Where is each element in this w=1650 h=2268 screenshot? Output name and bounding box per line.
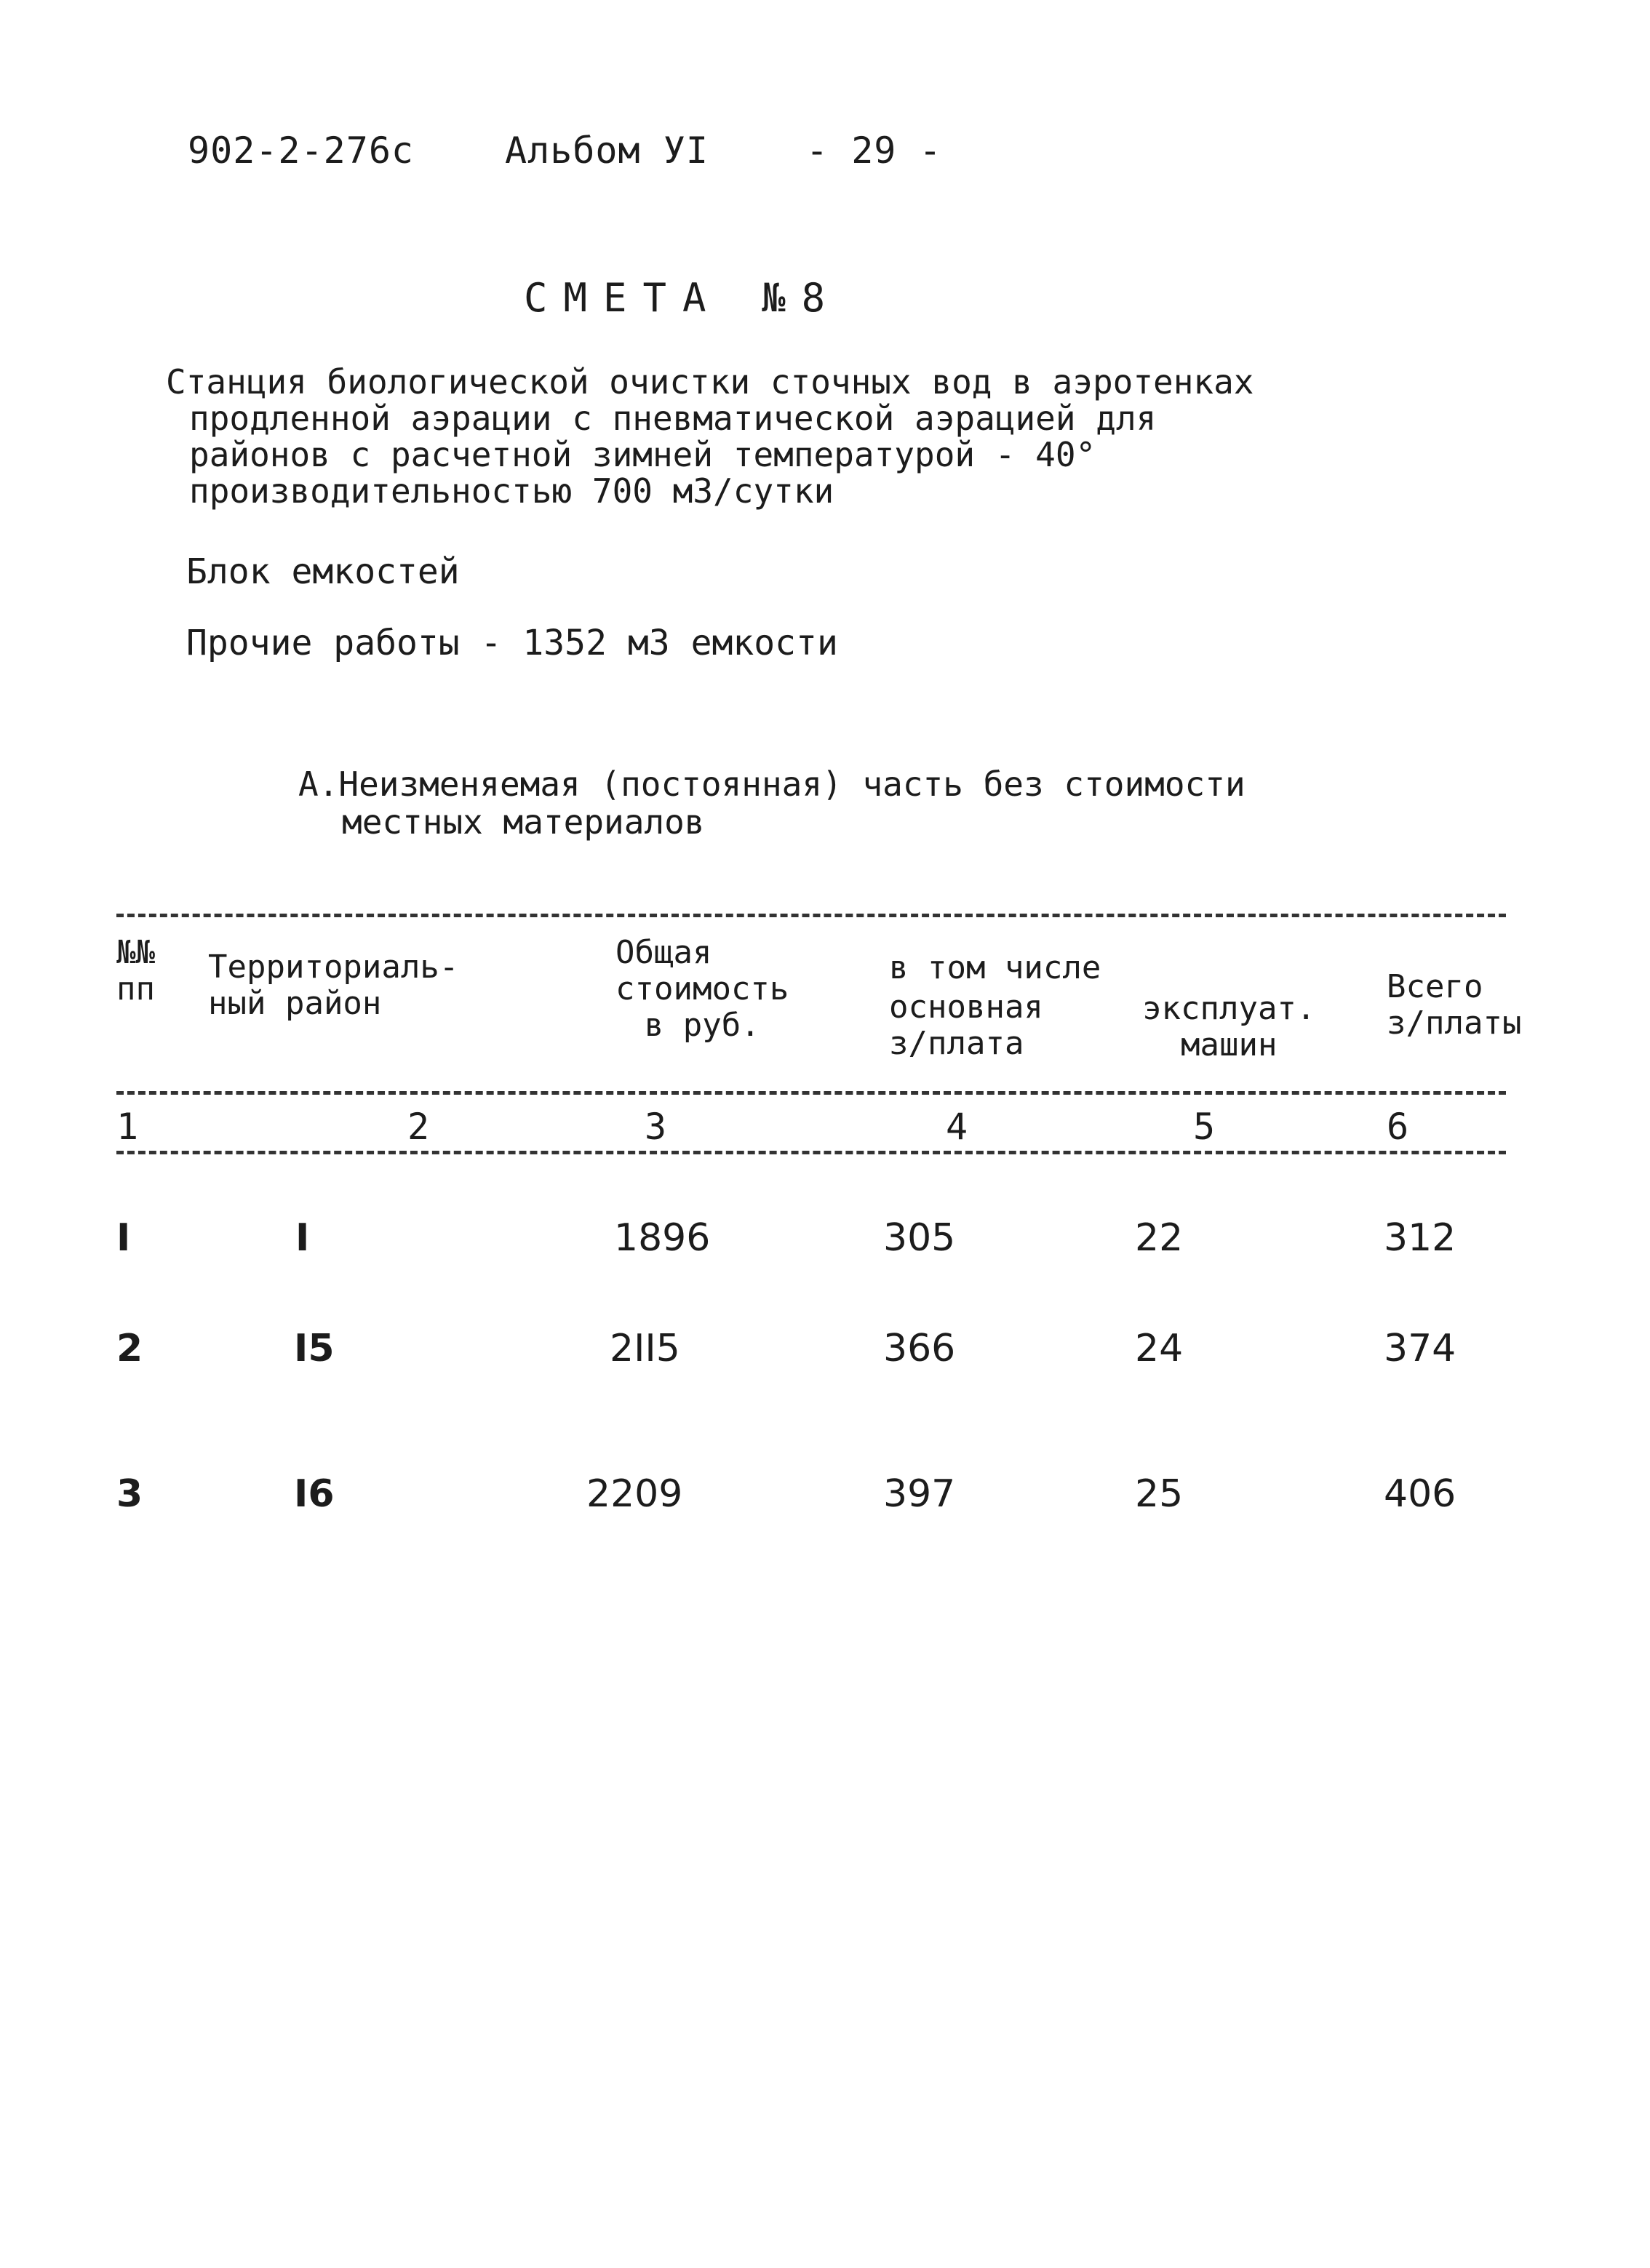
header-machines-line: эксплуат.	[1142, 990, 1316, 1027]
cell-machines: 22	[1135, 1216, 1184, 1260]
description-line: районов с расчетной зимней температурой - 40°	[189, 435, 1096, 474]
header-machines	[1142, 991, 1315, 1063]
table-top-rule	[116, 914, 1506, 917]
cell-all-pay: 374	[1384, 1327, 1456, 1370]
document-code: 902-2-276с	[188, 129, 415, 172]
cell-base-pay: 366	[883, 1327, 956, 1370]
cell-total: 2II5	[610, 1327, 680, 1370]
header-num	[116, 935, 155, 1007]
cell-region: I5	[294, 1327, 335, 1370]
section-heading	[298, 765, 1246, 841]
cell-total: 1896	[614, 1216, 711, 1260]
header-base-line: з/плата	[889, 1025, 1024, 1062]
description-line: производительностью 700 м3/сутки	[189, 471, 834, 511]
description-line: Станция биологической очистки сточных вод в аэротенках	[166, 362, 1254, 402]
estimate-title: СМЕТА №8	[524, 275, 842, 321]
header-num-line: пп	[116, 970, 155, 1007]
header-total-line: в руб.	[644, 1007, 760, 1044]
block-name: Блок емкостей	[186, 551, 460, 592]
cell-machines: 25	[1135, 1472, 1184, 1516]
page-number: - 29 -	[806, 129, 942, 172]
cell-num: 2	[116, 1327, 143, 1370]
cell-total: 2209	[586, 1472, 683, 1516]
column-numbers-rule	[116, 1151, 1506, 1154]
header-bottom-rule	[116, 1091, 1506, 1095]
header-including: в том числе	[889, 949, 1101, 986]
header-total-line: Общая	[615, 934, 712, 971]
section-line: А.Неизменяемая (постоянная) часть без стоимости	[298, 764, 1246, 804]
works-volume: Прочие работы - 1352 м3 емкости	[186, 623, 838, 663]
cell-region: I6	[294, 1472, 335, 1516]
description-line: продленной аэрации с пневматической аэрацией для	[189, 399, 1157, 438]
header-allpay-line: з/платы	[1387, 1005, 1522, 1042]
cell-num: 3	[116, 1472, 143, 1516]
column-number: 1	[116, 1106, 139, 1148]
cell-base-pay: 397	[883, 1472, 956, 1516]
column-number: 3	[645, 1106, 667, 1148]
column-number: 2	[407, 1106, 430, 1148]
album-label: Альбом УI	[505, 129, 709, 172]
header-total-line: стоимость	[615, 970, 789, 1007]
header-region-line: Территориаль-	[208, 949, 459, 986]
cell-all-pay: 406	[1384, 1472, 1456, 1516]
header-total	[615, 935, 789, 1044]
column-number: 4	[946, 1106, 968, 1148]
header-machines-line: машин	[1180, 1026, 1278, 1063]
cell-num: I	[116, 1216, 131, 1260]
column-number: 5	[1193, 1106, 1216, 1148]
cell-all-pay: 312	[1384, 1216, 1456, 1260]
header-base-pay	[889, 989, 1043, 1062]
header-region-line: ный район	[208, 985, 382, 1022]
cell-base-pay: 305	[883, 1216, 956, 1260]
header-num-line: №№	[116, 934, 155, 971]
cell-region: I	[295, 1216, 310, 1260]
cell-machines: 24	[1135, 1327, 1184, 1370]
header-region	[208, 949, 458, 1022]
header-all-pay	[1387, 969, 1521, 1042]
section-line: местных материалов	[342, 802, 705, 842]
object-description	[166, 364, 1254, 509]
header-base-line: основная	[889, 989, 1043, 1026]
column-number: 6	[1387, 1106, 1409, 1148]
header-allpay-line: Всего	[1387, 968, 1483, 1005]
